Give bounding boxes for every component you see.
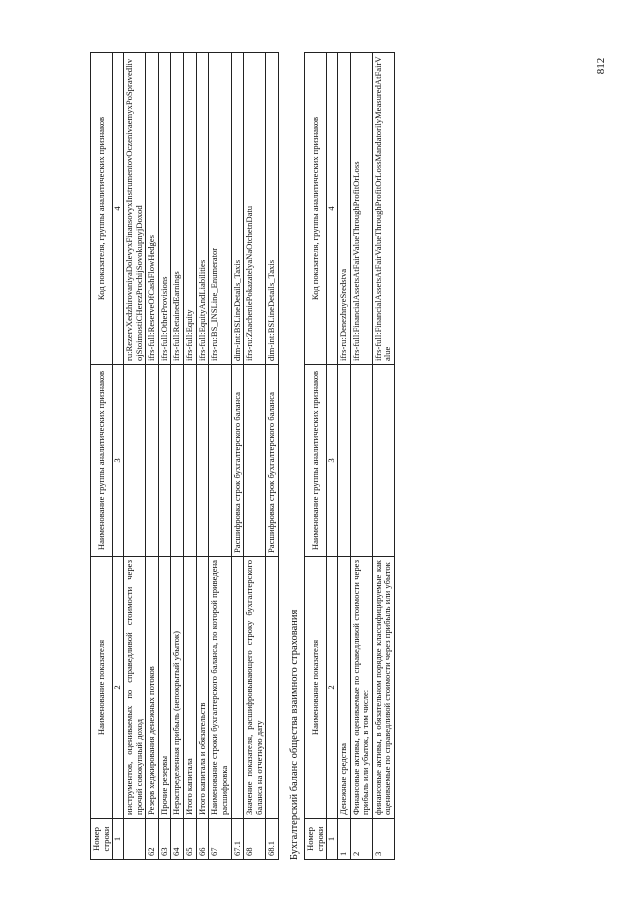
code-cell: dim-int:BSLineDetails_Taxis (266, 53, 279, 365)
group-name-cell (123, 365, 145, 557)
row-number-cell (123, 819, 145, 860)
group-name-cell (196, 365, 209, 557)
group-name-cell: Расшифровка строк бухгалтерского баланса (231, 365, 244, 557)
table-header-row (91, 53, 113, 860)
column-number: 3 (327, 365, 338, 557)
indicator-name-cell (231, 557, 244, 819)
indicator-name-cell: Итого капитала и обязательств (196, 557, 209, 819)
table-row (171, 53, 184, 860)
row-number-cell: 64 (171, 819, 184, 860)
column-number: 3 (113, 365, 124, 557)
group-name-cell (337, 365, 350, 557)
header-indicator-name: Наименование показателя (305, 557, 327, 819)
indicator-name-cell: Финансовые активы, оцениваемые по справедливой стоимости через прибыль или убыток, в том числе: (350, 557, 372, 819)
header-group-name: Наименование группы аналитических признаков (91, 365, 113, 557)
row-number-cell: 3 (372, 819, 394, 860)
table-row (231, 53, 244, 860)
code-cell: dim-int:BSLineDetails_Taxis (231, 53, 244, 365)
header-row-number: Номер строки (91, 819, 113, 860)
table-row (337, 53, 350, 860)
section-title: Бухгалтерский баланс общества взаимного страхования (289, 609, 300, 860)
code-cell: ifrs-full:Equity (184, 53, 197, 365)
header-row-number: Номер строки (305, 819, 327, 860)
table-header-row (305, 53, 327, 860)
indicator-name-cell (266, 557, 279, 819)
table-balance-continued (90, 52, 279, 860)
row-number-cell: 2 (350, 819, 372, 860)
page-number: 812 (595, 57, 607, 75)
table-row (350, 53, 372, 860)
group-name-cell (244, 365, 266, 557)
header-code: Код показателя, группы аналитических признаков (305, 53, 327, 365)
group-name-cell (184, 365, 197, 557)
group-name-cell (209, 365, 231, 557)
row-number-cell: 67.1 (231, 819, 244, 860)
row-number-cell: 67 (209, 819, 231, 860)
group-name-cell (146, 365, 159, 557)
group-name-cell (372, 365, 394, 557)
group-name-cell (171, 365, 184, 557)
group-name-cell (350, 365, 372, 557)
table-row (196, 53, 209, 860)
row-number-cell: 1 (337, 819, 350, 860)
column-number-row (113, 53, 124, 860)
code-cell: ifrs-ru:ZnacheniePokazatelyaNaOtchetnDatu (244, 53, 266, 365)
indicator-name-cell: Значение показателя, расшифровывающего строку бухгалтерского баланса на отчетную дату (244, 557, 266, 819)
table-row (123, 53, 145, 860)
column-number: 2 (327, 557, 338, 819)
indicator-name-cell: Резерв хеджирования денежных потоков (146, 557, 159, 819)
row-number-cell: 68.1 (266, 819, 279, 860)
header-indicator-name: Наименование показателя (91, 557, 113, 819)
code-cell: ifrs-full:ReserveOfCashFlowHedges (146, 53, 159, 365)
table-row (266, 53, 279, 860)
rotated-page-content (90, 45, 635, 860)
code-cell: ifrs-full:OtherProvisions (158, 53, 171, 365)
row-number-cell: 66 (196, 819, 209, 860)
table-row (184, 53, 197, 860)
table-row (209, 53, 231, 860)
header-group-name: Наименование группы аналитических признаков (305, 365, 327, 557)
column-number: 4 (113, 53, 124, 365)
indicator-name-cell: финансовые активы, в обязательном порядке классифицируемые как оцениваемые по справедливой стоимости через прибыль или убыток (372, 557, 394, 819)
column-number: 2 (113, 557, 124, 819)
indicator-name-cell: Денежные средства (337, 557, 350, 819)
code-cell: ifrs-full:RetainedEarnings (171, 53, 184, 365)
indicator-name-cell: инструментов, оцениваемых по справедливой стоимости через прочий совокупный доход (123, 557, 145, 819)
group-name-cell (158, 365, 171, 557)
column-number: 4 (327, 53, 338, 365)
column-number: 1 (327, 819, 338, 860)
table-mutual-insurance-balance (304, 52, 395, 860)
header-code: Код показателя, группы аналитических признаков (91, 53, 113, 365)
table-row (146, 53, 159, 860)
row-number-cell: 68 (244, 819, 266, 860)
table-row (158, 53, 171, 860)
column-number: 1 (113, 819, 124, 860)
code-cell: ifrs-full:EquityAndLiabilities (196, 53, 209, 365)
indicator-name-cell: Нераспределенная прибыль (непокрытый убыток) (171, 557, 184, 819)
indicator-name-cell: Прочие резервы (158, 557, 171, 819)
code-cell: ru:RezervXedzhirovaniyaDolevyxFinansovyxInstrumentovOczenivaemyxPoSpravedlivojStoimostiCHerezProchijSovokupnyjDoxod (123, 53, 145, 365)
row-number-cell: 65 (184, 819, 197, 860)
code-cell: ifrs-full:FinancialAssetsAtFairValueThroughProfitOrLossMandatorilyMeasuredAtFairValue (372, 53, 394, 365)
code-cell: ifrs-ru:DenezhnyeSredstva (337, 53, 350, 365)
code-cell: ifrs-full:FinancialAssetsAtFairValueThroughProfitOrLoss (350, 53, 372, 365)
indicator-name-cell: Итого капитала (184, 557, 197, 819)
table-row (244, 53, 266, 860)
column-number-row (327, 53, 338, 860)
indicator-name-cell: Наименование строки бухгалтерского баланса, по которой приведена расшифровка (209, 557, 231, 819)
row-number-cell: 63 (158, 819, 171, 860)
code-cell: ifrs-ru:BS_INSLine_Enumerator (209, 53, 231, 365)
table-row (372, 53, 394, 860)
row-number-cell: 62 (146, 819, 159, 860)
group-name-cell: Расшифровка строк бухгалтерского баланса (266, 365, 279, 557)
